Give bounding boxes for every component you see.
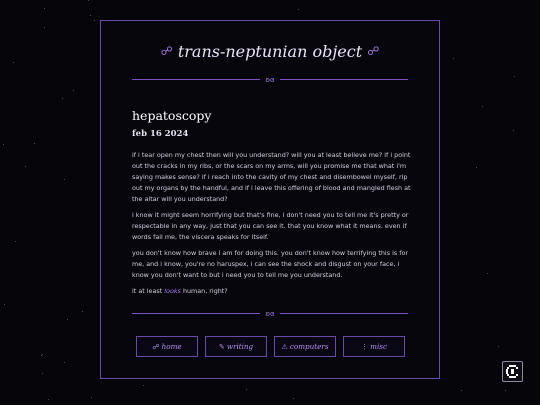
site-title[interactable] [101, 42, 439, 61]
star [25, 166, 26, 167]
title-glyph-left-icon: ☍ [160, 44, 173, 58]
star [42, 354, 43, 355]
nav-computers-button[interactable] [274, 336, 336, 357]
dots-icon: ⋮ [360, 342, 369, 351]
divider-line-left [132, 79, 260, 80]
star [143, 385, 144, 386]
divider-ornament-icon: ʚɞ [265, 76, 275, 84]
star [476, 167, 477, 168]
star [44, 27, 45, 28]
star [298, 9, 299, 10]
top-divider [132, 74, 408, 86]
divider-ornament-icon: ʚɞ [265, 310, 275, 318]
post-date: feb 16 2024 [132, 129, 189, 139]
star [62, 98, 63, 99]
title-glyph-right-icon: ☍ [367, 44, 380, 58]
star [42, 373, 43, 374]
star [41, 355, 42, 356]
post-paragraph-1: if i tear open my chest then will you understand? will you at least believe me? if i point out the cracks in my ribs, or the scars on my arms, will you promise me that what i'm saying makes sense? if i reach into the cavity of my chest and disembowel myself, rip out my organs by the handful, and if i leave this offering of blood and mangled flesh at the altar will you understand? [132, 151, 411, 203]
star [82, 311, 83, 312]
post-title: hepatoscopy [132, 108, 212, 123]
pixel-c-icon [503, 362, 522, 381]
content-card [100, 20, 440, 379]
star [13, 62, 14, 63]
bottom-divider [132, 308, 408, 320]
nav-writing-button[interactable] [205, 336, 267, 357]
star [15, 241, 16, 242]
star [73, 90, 74, 91]
divider-line-left [132, 313, 260, 314]
star [64, 179, 65, 180]
star [293, 398, 294, 399]
post-body [132, 150, 412, 302]
post-paragraph-3: you don't know how brave i am for doing this. you don't know how terrifying this is for me, and i know, you're no haruspex, i can see the shock and disgust on your face, i know you don't want to but i need you to tell me you understand. [132, 249, 408, 279]
last-line-after: human, right? [180, 287, 228, 295]
nav-computers-label: computers [289, 342, 329, 351]
star [482, 106, 483, 107]
nav-writing-label: writing [226, 342, 254, 351]
nav-misc-button[interactable] [343, 336, 405, 357]
star [4, 304, 5, 305]
warning-icon: ⚠ [281, 342, 288, 351]
star [487, 273, 488, 274]
star [64, 362, 65, 363]
star [67, 319, 68, 320]
star [48, 399, 49, 400]
nav-home-label: home [161, 342, 182, 351]
divider-line-right [280, 79, 408, 80]
star [90, 15, 91, 16]
star [88, 0, 89, 1]
star [453, 58, 454, 59]
post-paragraph-4 [132, 286, 412, 297]
post-paragraph-2: i know it might seem horrifying but that's fine, i don't need you to tell me it's pretty or respectable in any way, just that you can see it. that you know what it means. even if words fail me, the viscera speaks for itself. [132, 211, 409, 241]
star [461, 390, 462, 391]
highlighted-word: looks [164, 287, 181, 295]
nav-bar [136, 336, 411, 357]
corner-widget-button[interactable] [502, 361, 523, 382]
star [44, 8, 45, 9]
star [514, 76, 515, 77]
star [246, 389, 247, 390]
star [498, 346, 499, 347]
star [91, 397, 92, 398]
star [94, 20, 95, 21]
nav-misc-label: misc [370, 342, 388, 351]
star [34, 143, 35, 144]
star [3, 144, 4, 145]
divider-line-right [280, 313, 408, 314]
pencil-icon: ✎ [218, 342, 225, 351]
nav-home-button[interactable] [136, 336, 198, 357]
home-link-icon: ☍ [152, 342, 160, 351]
last-line-before: it at least [132, 287, 165, 295]
star [505, 390, 506, 391]
site-title-text: trans-neptunian object [177, 42, 363, 61]
star [513, 130, 514, 131]
